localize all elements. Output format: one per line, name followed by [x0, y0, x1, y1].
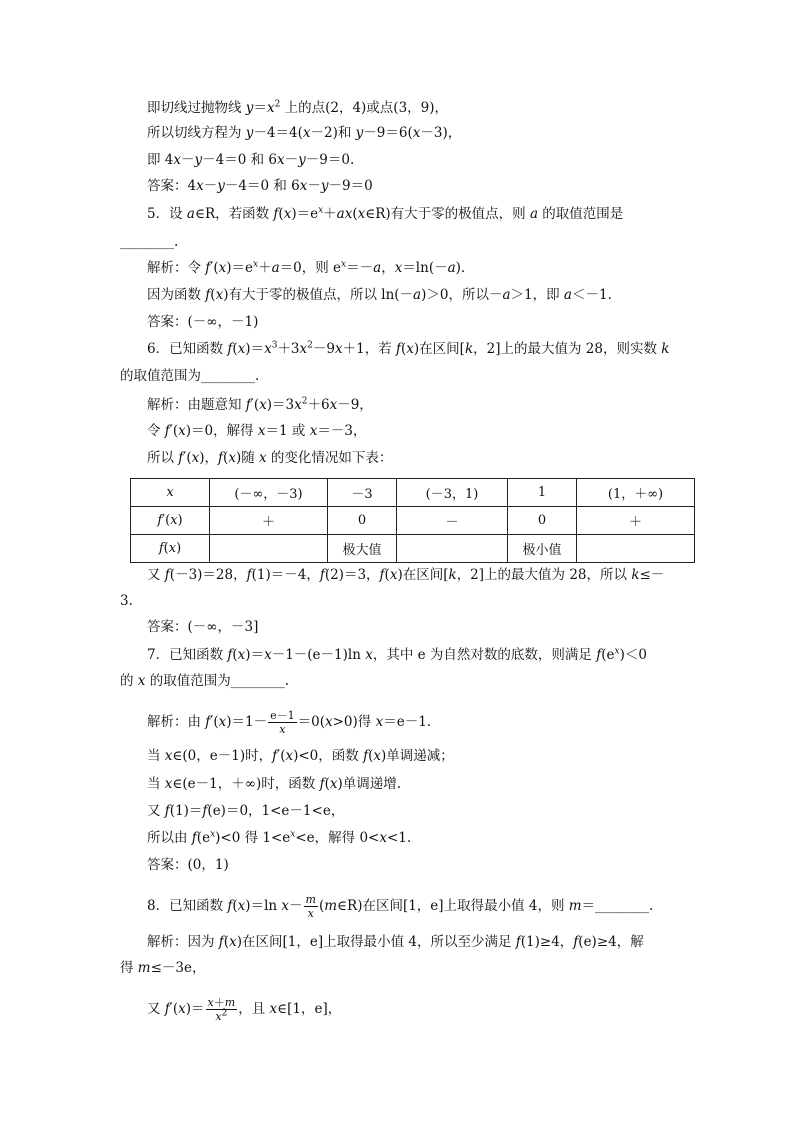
text-line: 解析：由题意知 $f'(x)=3x^2+6x-9$，	[147, 396, 373, 413]
table-row-header: f(x)	[131, 535, 210, 563]
table-cell: (1，＋∞)	[577, 479, 695, 507]
text-line: 答案：4x－y－4＝0 和 6x－y－9＝0	[147, 178, 373, 194]
table-row	[131, 479, 695, 507]
text-line: 所以 f′(x)，f(x)随 x 的变化情况如下表：	[147, 450, 393, 466]
text-line: ________.	[120, 234, 179, 250]
text-line: 即 4x－y－4＝0 和 6x－y－9＝0.	[147, 152, 355, 168]
text-line: 5．设 a∈R，若函数 $f(x)=e^x+ax(x\in R)$有大于零的极值点，则 a 的取值范围是	[147, 205, 624, 222]
text-line: 因为函数 f(x)有大于零的极值点，所以 ln(－a)＞0，所以－a＞1，即 a＜－1.	[147, 287, 612, 303]
text-line: 又 f(1)＝f(e)＝0，1<e－1<e，	[147, 803, 345, 819]
text-line: 得 m≤－3e，	[120, 960, 206, 976]
text-line: 又 f(－3)＝28，f(1)＝－4，f(2)＝3，f(x)在区间[k，2]上的最大值为 28，所以 k≤－	[147, 567, 665, 583]
table-cell	[577, 535, 695, 563]
text-line: 所以由 $f(e^x)<0$ 得 $1<e^x<e$，解得 0<x<1.	[147, 829, 412, 846]
text-line: 答案：(－∞，－3]	[147, 619, 259, 635]
text-line: 所以切线方程为 y－4＝4(x－2)和 y－9＝6(x－3)，	[147, 125, 462, 141]
table-cell	[210, 535, 328, 563]
text-line: 8．已知函数 f(x)＝ln x－ $\frac{m}{x}$ (m∈R)在区间[1，e]上取得最小值 4，则 m＝________.	[147, 893, 654, 920]
text-line: 当 x∈(0，e－1)时，f′(x)<0，函数 f(x)单调递减；	[147, 748, 454, 764]
text-line: 7．已知函数 f(x)＝x－1－(e－1)ln x，其中 e 为自然对数的底数，则满足 $f(e^x)<0$	[147, 646, 647, 663]
table-cell: ＋	[577, 507, 695, 535]
text-line: 的 x 的取值范围为________.	[120, 673, 290, 689]
table-row	[131, 535, 695, 563]
table-cell: －	[397, 507, 508, 535]
text-line: 又 f′(x)＝ $\frac{x+m}{x^2}$ ，且 x∈[1，e]，	[147, 996, 342, 1023]
table-cell: －3	[328, 479, 397, 507]
table-cell: (－3，1)	[397, 479, 508, 507]
text-line: 答案：(－∞，－1)	[147, 314, 259, 330]
table-row-header: x	[131, 479, 210, 507]
text-line: 当 x∈(e－1，＋∞)时，函数 f(x)单调递增.	[147, 776, 402, 792]
text-line: 解析：因为 f(x)在区间[1，e]上取得最小值 4，所以至少满足 f(1)≥4，f(e)≥4，解	[147, 934, 644, 950]
table-row-header: f′(x)	[131, 507, 210, 535]
variation-table	[130, 478, 695, 563]
table-cell: 1	[508, 479, 577, 507]
table-cell: ＋	[210, 507, 328, 535]
table-row	[131, 507, 695, 535]
text-line: 3.	[120, 593, 133, 609]
text-line: 答案：(0，1)	[147, 857, 229, 873]
table-cell: 极大值	[328, 535, 397, 563]
text-line: 解析：令 $f'(x)=e^x+a=0$，则 $e^x=-a$，x＝ln(－a).	[147, 259, 466, 276]
table-cell: 0	[328, 507, 397, 535]
table-cell: 极小值	[508, 535, 577, 563]
table-cell: (－∞，－3)	[210, 479, 328, 507]
text-line: 解析：由 f′(x)＝1－ $\frac{e-1}{x}$ ＝0(x>0)得 x＝e－1.	[147, 709, 432, 736]
text-line: 6．已知函数 $f(x)=x^3+3x^2-9x+1$，若 f(x)在区间[k，2]上的最大值为 28，则实数 k	[147, 340, 670, 357]
text-line: 的取值范围为________.	[120, 368, 260, 384]
table-cell	[397, 535, 508, 563]
text-line: 即切线过抛物线 $y=x^2$ 上的点(2，4)或点(3，9)，	[147, 99, 449, 116]
table-cell: 0	[508, 507, 577, 535]
text-line: 令 f′(x)＝0，解得 x＝1 或 x＝－3，	[147, 423, 367, 439]
